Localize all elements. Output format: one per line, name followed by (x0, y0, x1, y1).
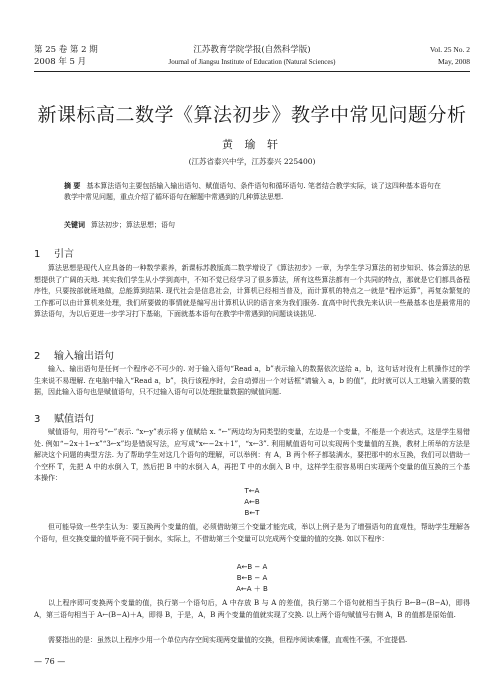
page-number: — 76 — (34, 657, 66, 666)
code-line: A←B (244, 498, 260, 506)
code-line: A←B − A (236, 563, 268, 571)
code-line: A←A ＋ B (236, 585, 268, 593)
journal-name-cn: 江苏教育学院学报(自然科学版) (193, 45, 311, 55)
header-center (34, 44, 470, 68)
section-heading-1: 1 引言 (34, 249, 74, 260)
date-en: May, 2008 (437, 57, 470, 66)
section-2-paragraph: 输入、输出语句是任何一个程序必不可少的. 对于输入语句“Read a，b”表示输入的数据依次送给 a，b，这句话对没有上机操作过的学生来说不易理解. 在电脑中输入“Read a，b”，执行该程序时，会自动弹出一个对话框“请输入 a，b 的值”，此时就可以人工地输入需要的数据，因此输入语句也是赋值语句，只不过输入语句可以处理批量数据的赋值问题. (34, 365, 470, 396)
running-header (34, 44, 470, 74)
date-cn: 2008 年 5 月 (34, 57, 87, 67)
keywords-text: 算法初步；算法思想；语句 (91, 221, 175, 229)
code-line: B←B − A (236, 574, 268, 582)
section-heading-2: 2 输入输出语句 (34, 351, 114, 362)
section-heading-3: 3 赋值语句 (34, 414, 94, 425)
section-1-paragraph: 算法思想是现代人应具备的一种数学素养，新课标苏教版高二数学增设了《算法初步》一章，为学生学习算法的初步知识、体会算法的思想提供了广阔的天地. 其实我们学生从小学到高中，不知不觉已经学习了很多算法，所有这些算法都有一个共同的特点，那就是它们都具备程序性，只要按部就班地做，总能算到结果. 现代社会是信息社会，计算机已经相当普及，而计算机的特点之一就是“程序运算”，再复杂繁复的工作都可以由计算机来处理，我们所要做的事情就是编写出计算机认识的语言来为我们服务. 直高中时代我先来认识一些最基本也是最常用的算法语句，为以后更进一步学习打下基础，下面就基本语句在教学中常遇到的问题谈谈拙见. (34, 264, 470, 318)
keywords-label: 关键词 (64, 221, 85, 229)
code-block-swap-arith (0, 562, 504, 595)
keywords (64, 220, 444, 231)
author: 黄 瑜 轩 (222, 138, 282, 151)
section-3-paragraph-2: 但可能导致一些学生认为：要互换两个变量的值，必须借助第三个变量才能完成，举以上例子是为了增强语句的直观性，帮助学生理解各个语句，但交换变量的值毕竟不同于倒水，实际上，不借助第三个变量可以完成两个变量的值的交换. 如以下程序： (34, 523, 470, 543)
section-3-paragraph-3: 以上程序即可变换两个变量的值，执行第一个语句后，A 中存放 B 与 A 的差值，执行第二个语句就相当于执行 B←B−(B−A)，即得 A，第三语句相当于 A←(B−A)＋A，即得 B，于是，A，B 两个变量的值就实现了交换. 以上两个语句赋值号右侧 A，B 的值都是原始值. (34, 599, 470, 619)
abstract (64, 181, 444, 203)
code-block-swap-temp (0, 486, 504, 519)
affiliation: (江苏省泰兴中学，江苏泰兴 225400) (188, 157, 316, 166)
volume-issue-cn: 第 25 卷 第 2 期 (34, 45, 98, 55)
journal-name-en: Journal of Jiangsu Institute of Education (Natural Sciences) (168, 58, 336, 66)
abstract-label: 摘 要 (64, 182, 81, 190)
code-line: B←T (244, 509, 260, 517)
header-rule (34, 71, 470, 72)
header-right (430, 44, 470, 68)
code-line: T←A (244, 487, 260, 495)
abstract-text: 基本算法语句主要包括输入输出语句、赋值语句、条件语句和循环语句. 笔者结合教学实际，谈了这四种基本语句在教学中常见问题，重点介绍了循环语句在解题中常遇到的几种算法思想. (64, 182, 441, 201)
section-3-paragraph-1: 赋值语句，用符号“←”表示. “x←y”表示将 y 值赋给 x. “←”两边均为同类型的变量，左边是一个变量，不能是一个表达式，这是学生易错处. 例如“−2x＋1←x”“3←x”均是错误写法，应写成“x←−2x＋1”，“x←3”. 利用赋值语句可以实现两个变量值的互换，教材上所举的方法是解决这个问题的典型方法. 为了帮助学生对这几个语句的理解，可以举例：有 A，B 两个杯子都装满水，要把那中的水互换，我们可以借助一个空杯 T，先把 A 中的水倒入 T，然后把 B 中的水倒入 A，再把 T 中的水倒入 B 中，这样学生很容易明白实现两个变量的值互换的三个基本操作： (34, 428, 470, 482)
section-3-paragraph-4: 需要指出的是：虽然以上程序少用一个单位内存空间实现两变量值的交换，但程序阅读难懂，直观性不强，不宜提倡. (48, 636, 408, 644)
volume-issue-en: Vol. 25 No. 2 (429, 45, 470, 54)
paper-title: 新课标高二数学《算法初步》教学中常见问题分析 (37, 104, 467, 126)
